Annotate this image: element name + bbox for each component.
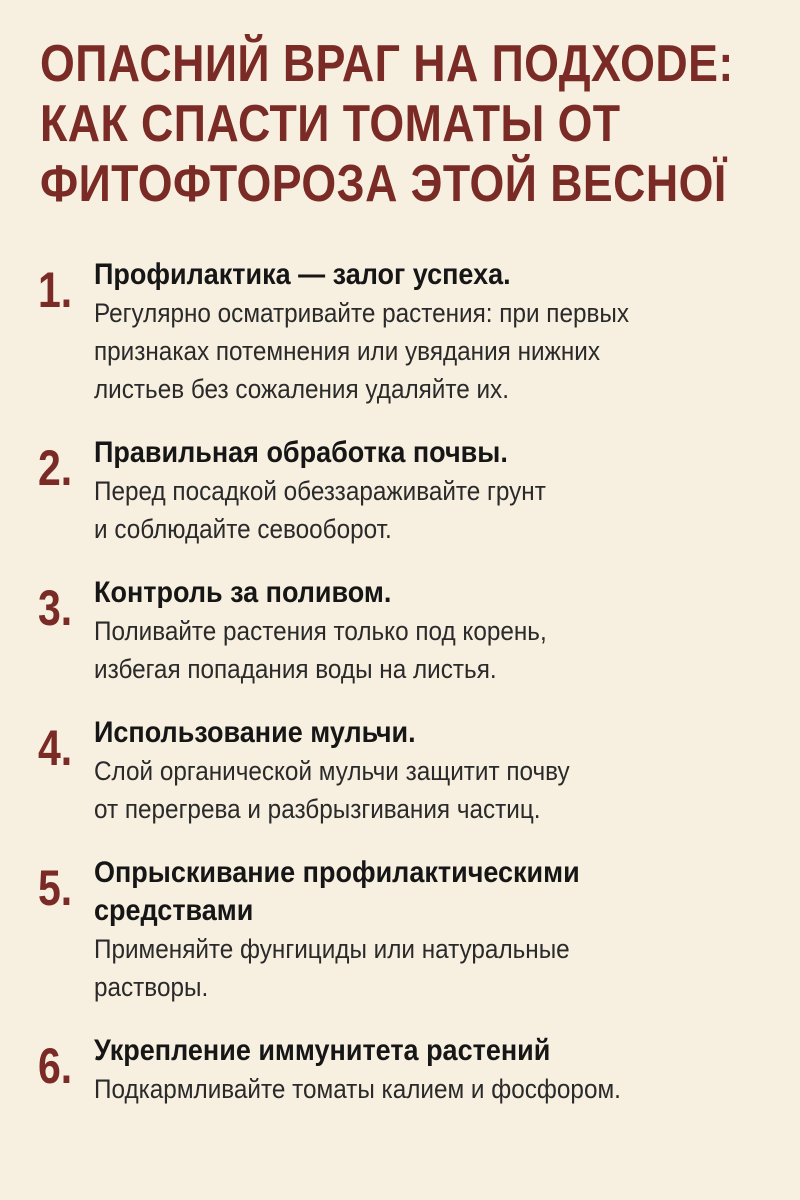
tip-body-line: и соблюдайте севооборот. (94, 514, 392, 544)
tip-body-line: листьев без сожаления удаляйте их. (94, 374, 509, 404)
tip-number: 3. (38, 580, 73, 636)
title-line-1: ОПАСНИЙ ВРАГ НА ПОДХОDE: (40, 35, 734, 93)
tip-number: 5. (38, 860, 73, 916)
tip-body (94, 612, 760, 688)
tip-body-line: растворы. (94, 972, 209, 1002)
tip-item-2 (38, 434, 768, 548)
tip-heading: Профилактика — залог успеха. (94, 258, 511, 291)
title-line-3: ФИТОФТОРОЗА ЭТОЙ ВЕСНОЇ (40, 155, 727, 213)
tip-heading: Правильная обработка почвы. (94, 436, 508, 469)
page-title (40, 34, 762, 214)
tip-item-6 (38, 1032, 768, 1108)
tips-list (38, 256, 768, 1134)
tip-body (94, 752, 760, 828)
tip-body-line: Регулярно осматривайте растения: при первых (94, 298, 630, 328)
tip-body-line: избегая попадания воды на листья. (94, 654, 497, 684)
tip-body-line: Применяйте фунгициды или натуральные (94, 934, 570, 964)
tip-body (94, 1070, 760, 1108)
tip-body-line: Перед посадкой обеззараживайте грунт (94, 476, 546, 506)
tip-item-5 (38, 854, 768, 1006)
tip-heading: Опрыскивание профилактическими средствами (94, 856, 580, 927)
tip-body-line: Поливайте растения только под корень, (94, 616, 547, 646)
tip-body-line: Подкармливайте томаты калием и фосфором. (94, 1074, 621, 1104)
tip-heading: Использование мульчи. (94, 716, 416, 749)
tip-number: 4. (38, 720, 73, 776)
tip-heading: Укрепление иммунитета растений (94, 1034, 551, 1067)
tip-body-line: признаках потемнения или увядания нижних (94, 336, 600, 366)
tip-heading: Контроль за поливом. (94, 576, 392, 609)
tip-item-3 (38, 574, 768, 688)
tip-body-line: от перегрева и разбрызгивания частиц. (94, 794, 541, 824)
tip-body-line: Слой органической мульчи защитит почву (94, 756, 570, 786)
tip-number: 6. (38, 1038, 73, 1094)
tip-body (94, 930, 760, 1006)
title-line-2: КАК СПАСТИ ТОМАТЫ ОТ (40, 95, 621, 153)
tip-body (94, 294, 760, 408)
tip-number: 2. (38, 440, 73, 496)
tip-number: 1. (38, 262, 73, 318)
tip-item-4 (38, 714, 768, 828)
tip-item-1 (38, 256, 768, 408)
tip-body (94, 472, 760, 548)
